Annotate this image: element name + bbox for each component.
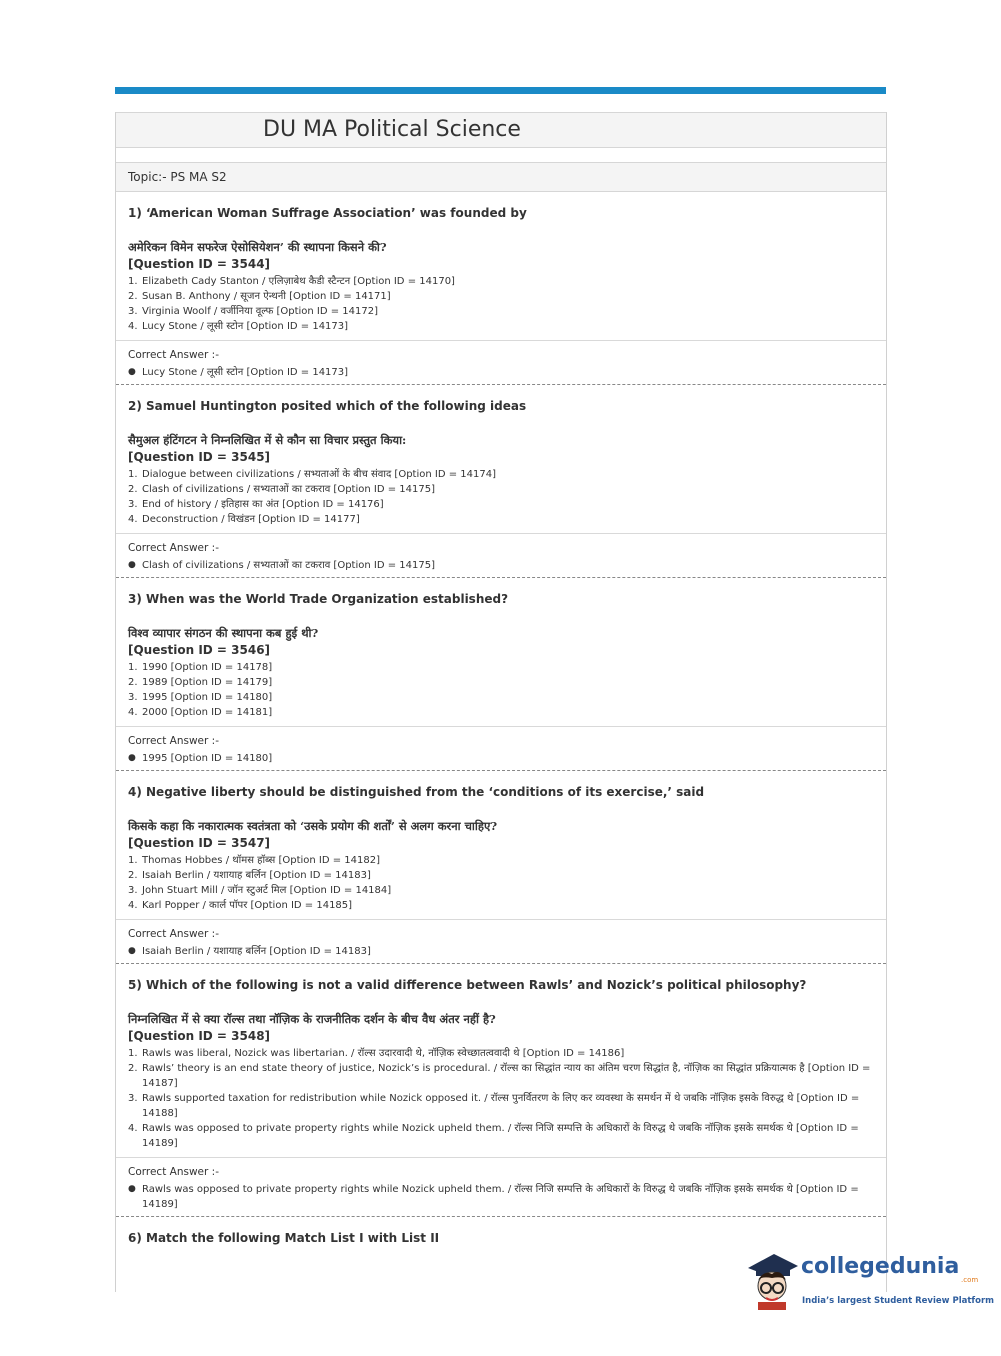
- option-item: 4. Rawls was opposed to private property rights while Nozick upheld them. / रॉल्स निजि सम्पत्ति के अधिकारों के विरुद्ध थे जबकि नॉज़िक इसके समर्थक थे [Option ID = 14189]: [128, 1123, 859, 1149]
- question-hindi: अमेरिकन विमेन सफरेज ऐसोसियेशन’ की स्थापना किसने की?: [128, 240, 387, 254]
- question-block: [116, 192, 886, 385]
- correct-answer-label: Correct Answer :-: [128, 542, 219, 554]
- correct-answer: ● Clash of civilizations / सभ्यताओं का टकराव [Option ID = 14175]: [128, 560, 435, 571]
- correct-answer-label: Correct Answer :-: [128, 1166, 219, 1178]
- correct-answer: ● Lucy Stone / लूसी स्टोन [Option ID = 14173]: [128, 367, 349, 378]
- question-id: [Question ID = 3544]: [128, 257, 271, 271]
- divider: [116, 726, 886, 727]
- option-list: [128, 467, 874, 527]
- option-item: 4. Karl Popper / कार्ल पॉपर [Option ID = 14185]: [128, 900, 353, 911]
- question-title: 3) When was the World Trade Organization established?: [128, 592, 509, 606]
- divider: [116, 340, 886, 341]
- correct-answer-label: Correct Answer :-: [128, 735, 219, 747]
- question-block: [116, 385, 886, 578]
- option-list: [128, 853, 874, 913]
- correct-answer: ● Rawls was opposed to private property rights while Nozick upheld them. / रॉल्स निजि सम्पत्ति के अधिकारों के विरुद्ध थे जबकि नॉज़िक इसके समर्थक थे [Option ID = 14189]: [128, 1184, 859, 1210]
- question-title: 2) Samuel Huntington posited which of the following ideas: [128, 399, 527, 413]
- option-item: 4. Lucy Stone / लूसी स्टोन [Option ID = 14173]: [128, 321, 349, 332]
- option-item: 1. Elizabeth Cady Stanton / एलिज़ाबेथ कैडी स्टैन्टन [Option ID = 14170]: [128, 276, 455, 287]
- mascot-icon: [744, 1250, 800, 1312]
- option-item: 1. Thomas Hobbes / थॉमस हॉब्स [Option ID = 14182]: [128, 855, 381, 866]
- option-item: 2. Clash of civilizations / सभ्यताओं का टकराव [Option ID = 14175]: [128, 484, 435, 495]
- question-id: [Question ID = 3547]: [128, 836, 271, 850]
- divider: [116, 533, 886, 534]
- divider: [116, 1157, 886, 1158]
- question-hindi: सैमुअल हंटिंगटन ने निम्नलिखित में से कौन सा विचार प्रस्तुत किया:: [128, 433, 407, 447]
- divider: [116, 919, 886, 920]
- question-hindi: किसके कहा कि नकारात्मक स्वतंत्रता को ‘उसके प्रयोग की शर्तों’ से अलग करना चाहिए?: [128, 819, 498, 833]
- option-list: [128, 1046, 874, 1151]
- question-id: [Question ID = 3546]: [128, 643, 271, 657]
- option-item: 3. John Stuart Mill / जॉन स्टुअर्ट मिल [Option ID = 14184]: [128, 885, 392, 896]
- question-list: [116, 192, 886, 1251]
- option-item: 1. Dialogue between civilizations / सभ्यताओं के बीच संवाद [Option ID = 14174]: [128, 469, 496, 480]
- option-item: 2. Rawls’ theory is an end state theory of justice, Nozick’s is procedural. / रॉल्स का सिद्धांत न्याय का अंतिम चरण सिद्धांत है, नॉज़िक का सिद्धांत प्रक्रियात्मक है [Option ID = 14187]: [128, 1063, 871, 1089]
- title-box: [116, 112, 886, 148]
- spacer: [116, 148, 886, 163]
- question-block: [116, 771, 886, 964]
- question-title: 6) Match the following Match List I with List II: [128, 1231, 440, 1245]
- option-item: 2. Isaiah Berlin / यशायाह बर्लिन [Option ID = 14183]: [128, 870, 371, 881]
- topic-label: Topic:- PS MA S2: [116, 163, 886, 192]
- page-title: DU MA Political Science: [263, 117, 521, 142]
- correct-answer-label: Correct Answer :-: [128, 928, 219, 940]
- correct-answer-label: Correct Answer :-: [128, 349, 219, 361]
- question-title: 4) Negative liberty should be distinguished from the ‘conditions of its exercise,’ said: [128, 785, 705, 799]
- option-list: [128, 660, 874, 720]
- collegedunia-logo: [744, 1250, 994, 1315]
- option-list: [128, 274, 874, 334]
- correct-answer: ● Isaiah Berlin / यशायाह बर्लिन [Option ID = 14183]: [128, 946, 371, 957]
- option-item: 1. Rawls was liberal, Nozick was libertarian. / रॉल्स उदारवादी थे, नॉज़िक स्वेच्छातत्ववादी थे [Option ID = 14186]: [128, 1048, 625, 1059]
- question-paper: [115, 112, 887, 1292]
- correct-answer: ● 1995 [Option ID = 14180]: [128, 753, 273, 764]
- option-item: 1. 1990 [Option ID = 14178]: [128, 662, 273, 673]
- option-item: 3. End of history / इतिहास का अंत [Option ID = 14176]: [128, 499, 384, 510]
- option-item: 4. 2000 [Option ID = 14181]: [128, 707, 273, 718]
- logo-wordmark: collegedunia: [801, 1254, 960, 1279]
- option-item: 4. Deconstruction / विखंडन [Option ID = 14177]: [128, 514, 360, 525]
- header-accent-bar: [115, 87, 886, 94]
- question-hindi: विश्व व्यापार संगठन की स्थापना कब हुई थी?: [128, 626, 319, 640]
- option-item: 2. 1989 [Option ID = 14179]: [128, 677, 273, 688]
- question-id: [Question ID = 3545]: [128, 450, 271, 464]
- option-item: 2. Susan B. Anthony / सूजन ऐन्थनी [Option ID = 14171]: [128, 291, 391, 302]
- logo-domain-suffix: .com: [961, 1276, 979, 1284]
- question-block: [116, 578, 886, 771]
- option-item: 3. Virginia Woolf / वर्जीनिया वूल्फ [Option ID = 14172]: [128, 306, 379, 317]
- question-block: [116, 1217, 886, 1251]
- question-title: 1) ‘American Woman Suffrage Association’ was founded by: [128, 206, 527, 220]
- question-id: [Question ID = 3548]: [128, 1029, 271, 1043]
- question-block: [116, 964, 886, 1217]
- option-item: 3. 1995 [Option ID = 14180]: [128, 692, 273, 703]
- logo-tagline: India’s largest Student Review Platform: [802, 1296, 994, 1306]
- option-item: 3. Rawls supported taxation for redistribution while Nozick opposed it. / रॉल्स पुनर्वितरण के लिए कर व्यवस्था के समर्थन में थे जबकि नॉज़िक इसके विरुद्ध थे [Option ID = 14188]: [128, 1093, 860, 1119]
- question-hindi: निम्नलिखित में से क्या रॉल्स तथा नॉज़िक के राजनीतिक दर्शन के बीच वैध अंतर नहीं है?: [128, 1012, 496, 1026]
- question-title: 5) Which of the following is not a valid difference between Rawls’ and Nozick’s political philosophy?: [128, 978, 807, 992]
